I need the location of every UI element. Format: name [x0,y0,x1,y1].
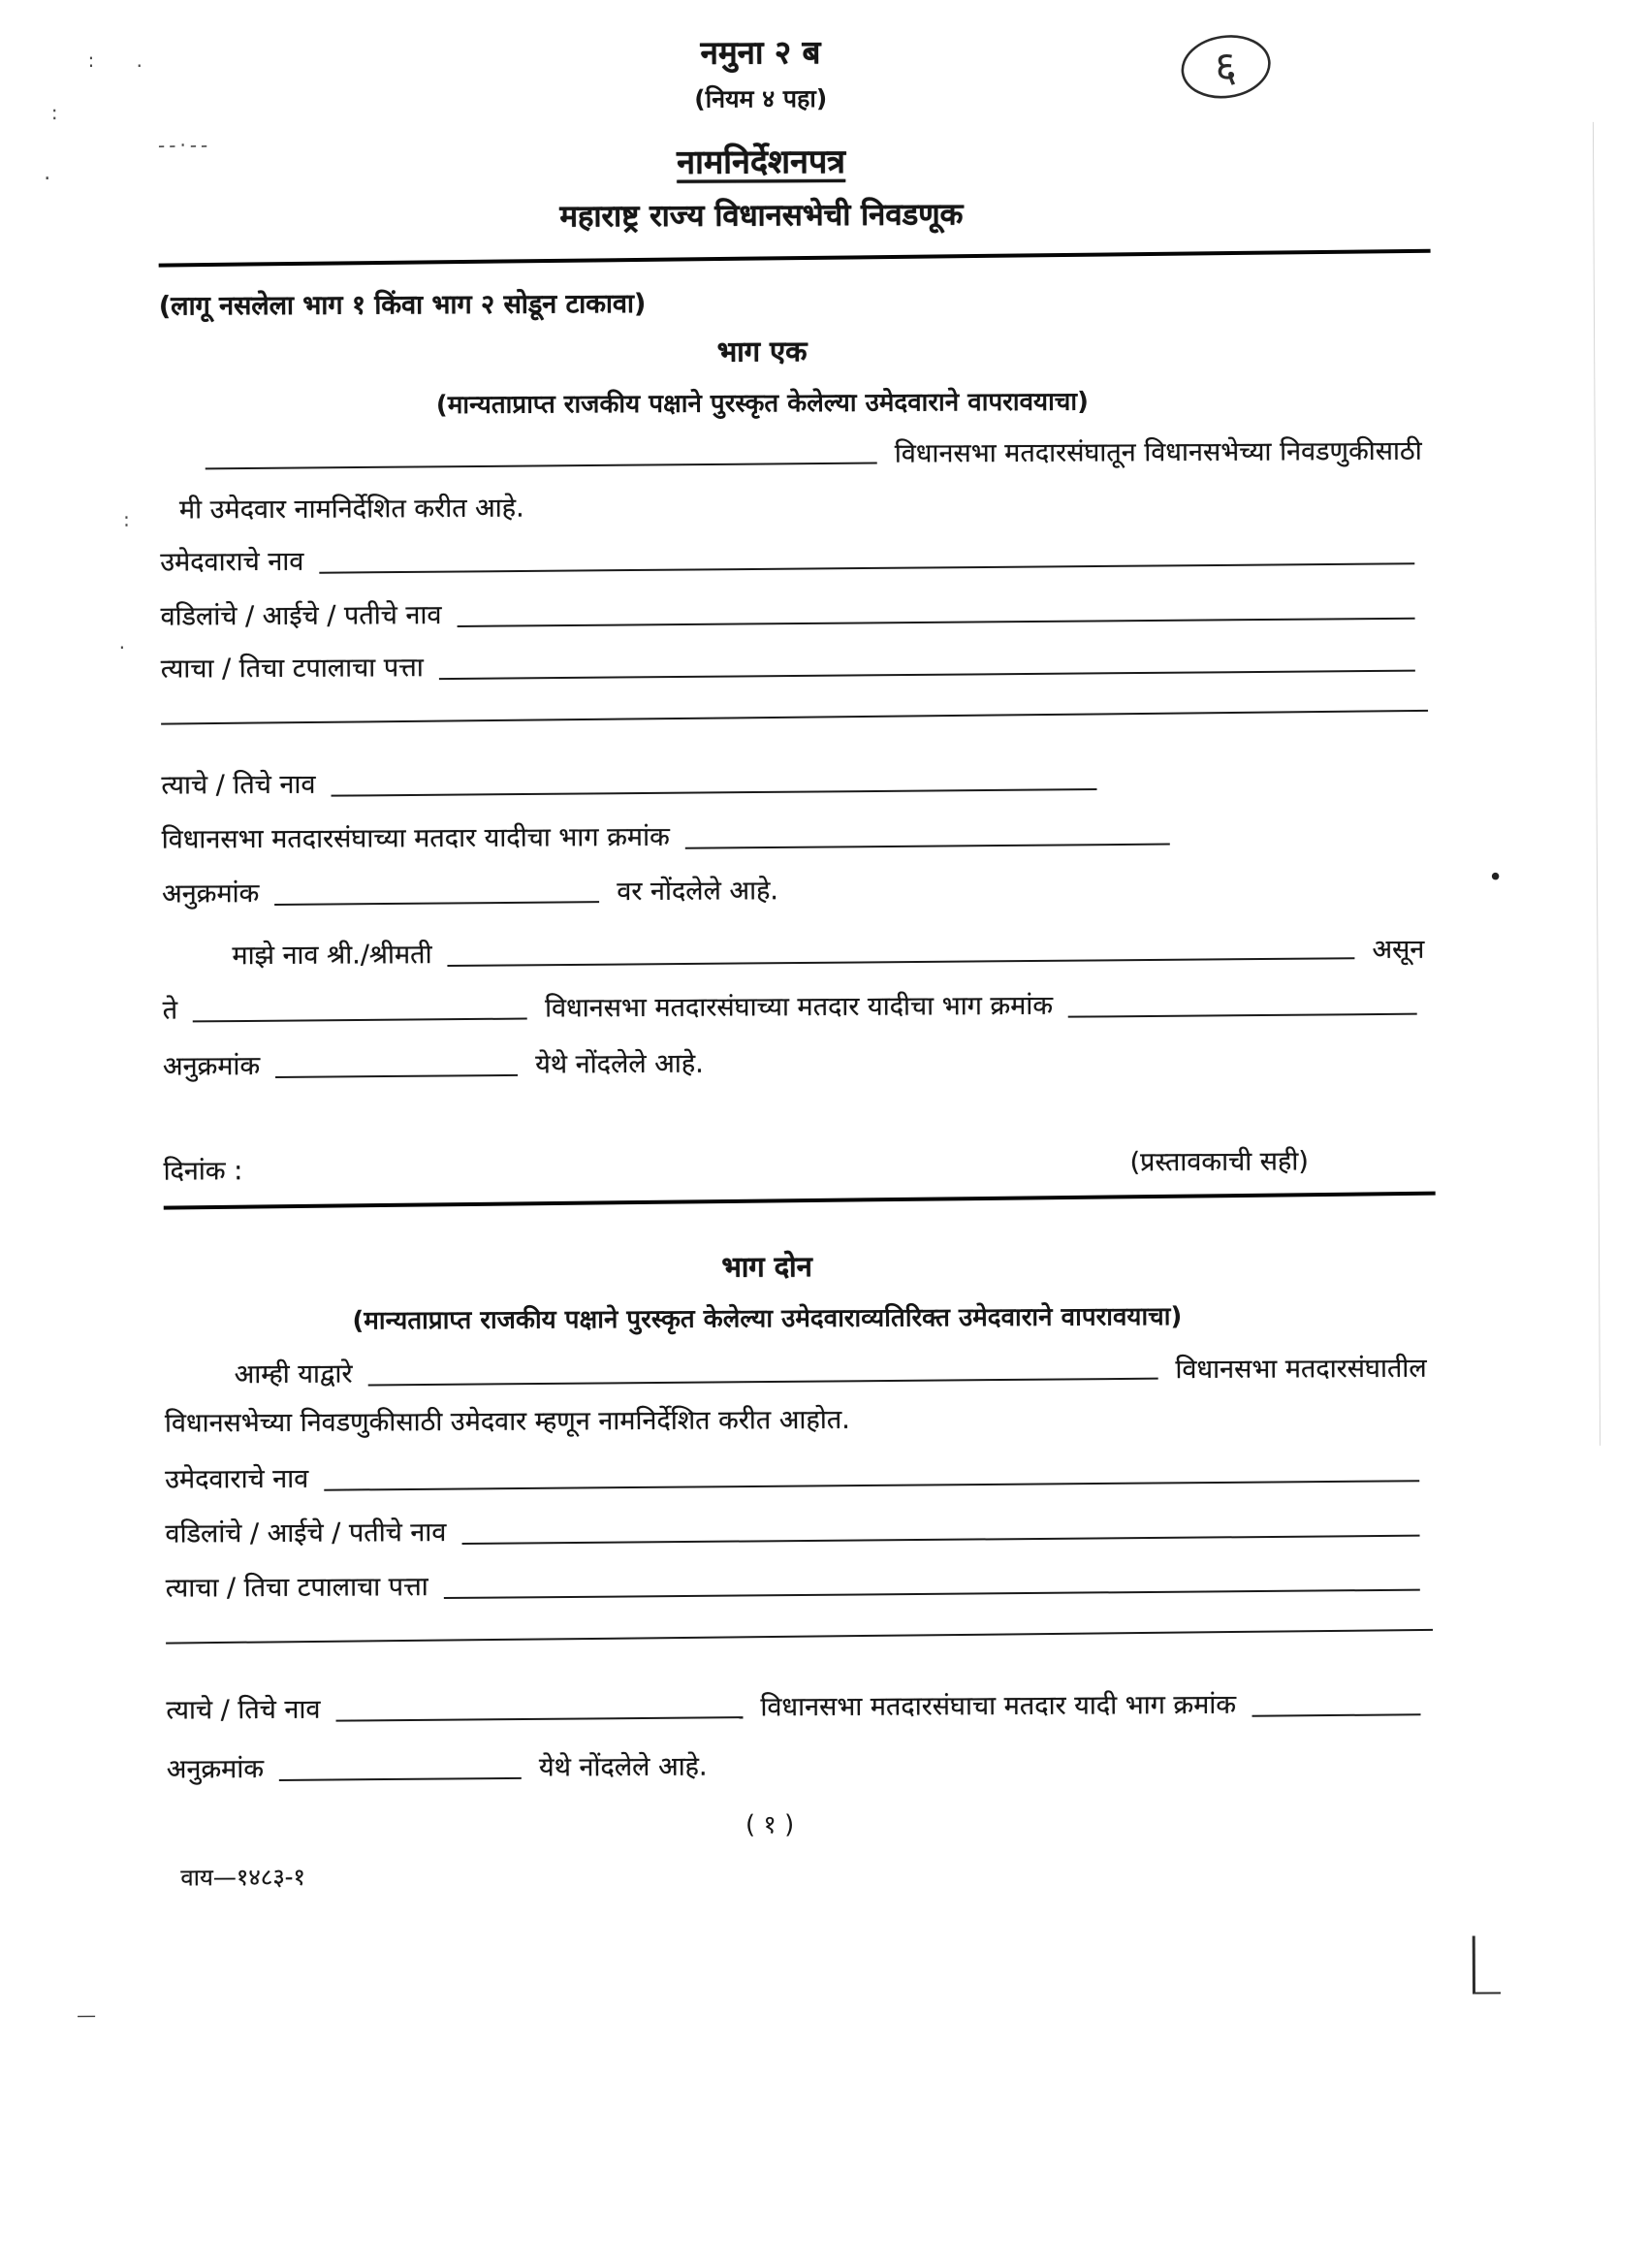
part2-intro-prefix: आम्ही याद्वारे [234,1358,353,1390]
part2-serial-suffix: येथे नोंदलेले आहे. [538,1751,708,1783]
scan-speck: : [122,507,130,531]
scan-speck: : [50,101,58,125]
proposer-serial-row [163,1044,1425,1084]
part2-address-row [166,1566,1428,1606]
proposer-name-field [447,932,1354,967]
part1-constituency-field [206,436,877,469]
proposer-roll-part-label: विधानसभा मतदारसंघाच्या मतदार यादीचा भाग क्रमांक [544,990,1054,1024]
part2-serial-label: अनुक्रमांक [166,1754,265,1785]
date-row [163,1155,242,1188]
proposer-name-label: माझे नाव श्री./श्रीमती [232,940,432,972]
part-divider [164,1192,1436,1210]
part2-parent-name-row [165,1512,1427,1551]
page-number: ( १ ) [745,1810,795,1840]
proposer-te-label: ते [162,995,178,1026]
proposer-signature-label: (प्रस्तावकाची सही) [1129,1146,1309,1178]
part2-candidate-name-label: उमेदवाराचे नाव [165,1463,309,1495]
part1-his-her-name-row [161,763,1423,803]
date-label: दिनांक : [163,1156,243,1187]
part1-address-row [161,647,1423,687]
proposer-name-row [232,934,1424,973]
part2-serial-field [279,1752,522,1781]
proposer-roll-part-field [1068,987,1417,1017]
svg-text:६: ६ [1215,42,1238,92]
page-title: नामनिर्देशनपत्र [677,142,846,182]
proposer-name-suffix: असून [1372,934,1425,966]
part1-roll-part-label: विधानसभा मतदारसंघाच्या मतदार यादीचा भाग क्रमांक [161,821,670,855]
part2-address-label: त्याचा / तिचा टपालाचा पत्ता [165,1572,428,1604]
part2-parent-name-label: वडिलांचे / आईचे / पतीचे नाव [165,1517,447,1549]
part1-intro-line2: मी उमेदवार नामनिर्देशित करीत आहे. [178,493,524,526]
part1-his-her-name-field [331,763,1096,797]
part1-intro-line2-row [179,493,524,527]
part2-his-her-name-label: त्याचे / तिचे नाव [166,1694,321,1726]
header-divider [159,249,1431,268]
part1-parent-name-label: वडिलांचे / आईचे / पतीचे नाव [160,600,442,632]
proposer-serial-label: अनुक्रमांक [162,1051,261,1082]
part1-constituency-row [206,435,1422,474]
scan-dot: • [1487,863,1504,893]
strike-instruction-text: (लागू नसलेला भाग १ किंवा भाग २ सोडून टाकावा) [158,288,647,322]
proposer-serial-suffix: येथे नोंदलेले आहे. [535,1048,704,1080]
part-one-subheading: (मान्यताप्राप्त राजकीय पक्षाने पुरस्कृत केलेल्या उमेदवाराने वापरावयाचा) [435,387,1090,421]
part2-candidate-name-field [324,1454,1419,1490]
part1-serial-row [162,872,1424,911]
form-number: नमुना २ ब [700,33,821,72]
scan-dash-mark: — [77,2002,97,2028]
part1-parent-name-row [160,594,1422,634]
proposer-signature-row [1129,1145,1309,1179]
part1-his-her-name-label: त्याचे / तिचे नाव [161,769,316,801]
scan-dash-mark: --·-- [157,133,212,157]
part2-parent-name-field [461,1509,1419,1544]
page-subtitle: महाराष्ट्र राज्य विधानसभेची निवडणूक [559,197,964,235]
part2-intro-line2: विधानसभेच्या निवडणुकीसाठी उमेदवार म्हणून नामनिर्देशित करीत आहोत. [164,1404,850,1439]
proposer-serial-field [275,1049,518,1078]
part2-constituency-field [367,1352,1157,1386]
scan-speck: : [87,48,95,72]
hand-circle-icon [1175,29,1276,106]
part1-address-label: त्याचा / तिचा टपालाचा पत्ता [160,653,424,685]
strike-instruction [159,288,647,323]
part1-serial-label: अनुक्रमांक [161,878,260,910]
part1-intro-suffix: विधानसभा मतदारसंघातून विधानसभेच्या निवडणुकीसाठी [894,435,1422,469]
part2-constituency-row [235,1353,1427,1391]
part-two-subheading: (मान्यताप्राप्त राजकीय पक्षाने पुरस्कृत केलेल्या उमेदवाराव्यतिरिक्त उमेदवाराने वापरावयाचा) [352,1302,1183,1336]
part2-his-her-name-field [335,1691,743,1722]
part2-intro-suffix: विधानसभा मतदारसंघातील [1175,1353,1427,1386]
part1-address-field-line2 [161,710,1428,725]
print-code [180,1863,305,1893]
scan-speck: · [118,635,126,659]
part1-candidate-name-label: उमेदवाराचे नाव [160,546,304,578]
handwritten-circled-mark [1175,29,1276,110]
part-one-heading: भाग एक [716,335,808,368]
part-two-heading: भाग दोन [721,1250,812,1284]
part1-serial-suffix: वर नोंदलेले आहे. [617,876,779,908]
scan-vertical-line [1593,122,1600,1446]
scan-speck: · [136,53,143,78]
part2-serial-row [167,1747,1429,1787]
part2-intro-line2-row [165,1404,850,1440]
scan-corner-mark [1473,1935,1501,1994]
part2-roll-part-field [1252,1688,1421,1716]
part1-candidate-name-row [160,540,1422,580]
part1-serial-field [274,876,599,906]
part1-roll-part-row [162,817,1424,857]
part2-address-field-line2 [166,1629,1433,1645]
part1-candidate-name-field [319,537,1414,573]
print-code-text: वाय—१४८३-१ [180,1863,305,1892]
part1-parent-name-field [457,591,1414,626]
part2-his-her-name-row [166,1688,1428,1728]
part2-roll-part-label: विधानसभा मतदारसंघाचा मतदार यादी भाग क्रमांक [760,1689,1237,1723]
part2-candidate-name-row [165,1457,1427,1497]
part1-roll-part-field [685,817,1170,848]
proposer-roll-row [163,988,1425,1028]
proposer-constituency-field [193,992,527,1022]
rule-note: (नियम ४ पहा) [694,83,828,113]
part1-address-field [439,644,1415,679]
scan-speck: · [44,167,51,192]
part2-address-field [444,1563,1420,1598]
